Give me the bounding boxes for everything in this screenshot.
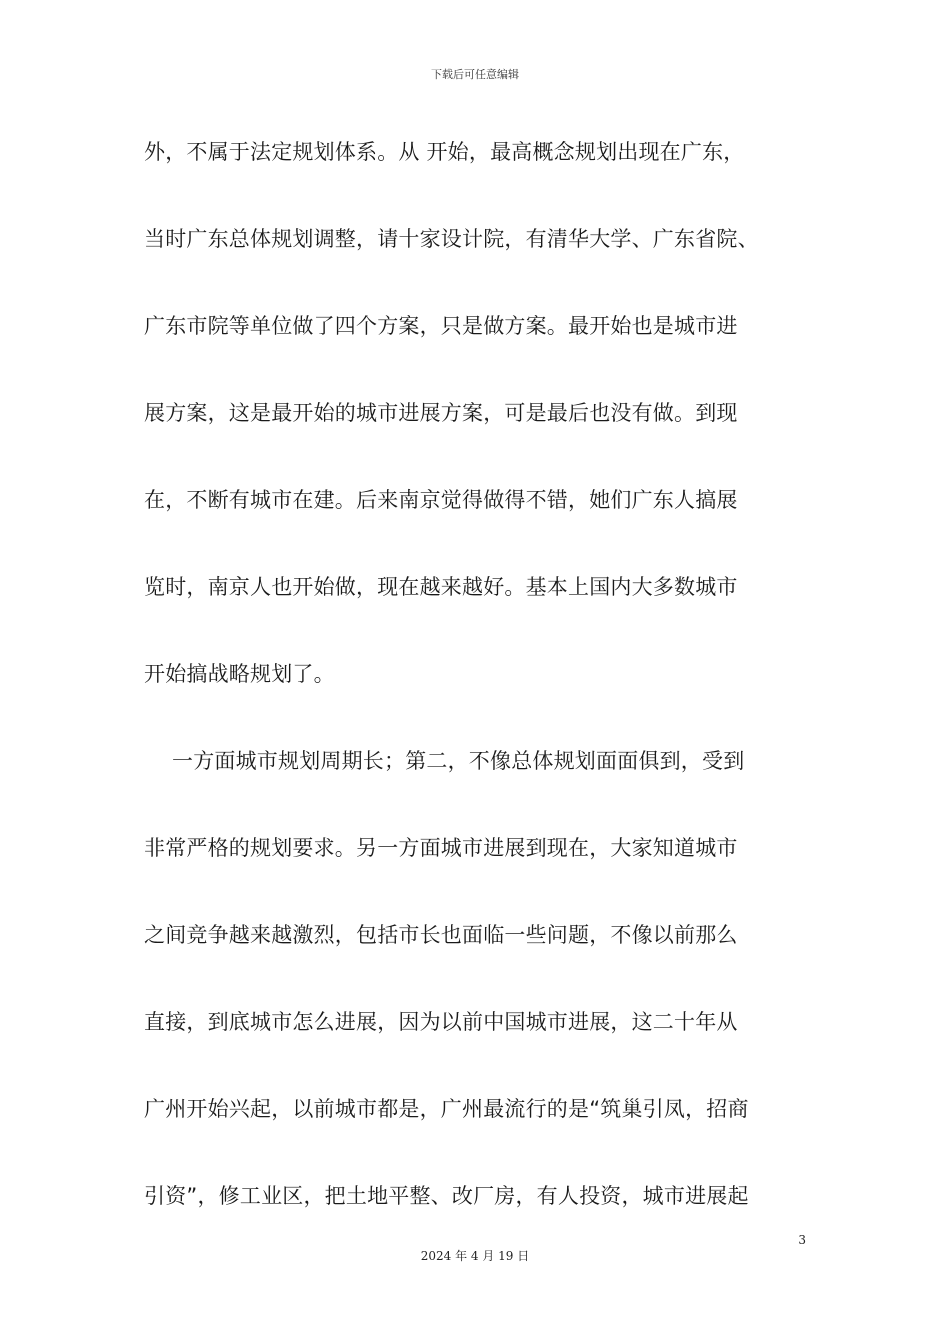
page-header: 下载后可任意编辑 — [431, 68, 519, 81]
page-footer-date: 2024 年 4 月 19 日 — [420, 1249, 530, 1263]
text-line: 展方案，这是最开始的城市进展方案，可是最后也没有做。到现 — [144, 401, 738, 425]
text-line: 在，不断有城市在建。后来南京觉得做得不错，她们广东人搞展 — [144, 488, 738, 512]
text-line: 非常严格的规划要求。另一方面城市进展到现在，大家知道城市 — [144, 836, 738, 860]
text-line: 直接，到底城市怎么进展，因为以前中国城市进展，这二十年从 — [144, 1010, 738, 1034]
text-line: 广州开始兴起，以前城市都是，广州最流行的是“筑巢引凤，招商 — [144, 1097, 749, 1121]
text-line: 广东市院等单位做了四个方案，只是做方案。最开始也是城市进 — [144, 314, 738, 338]
text-line: 览时，南京人也开始做，现在越来越好。基本上国内大多数城市 — [144, 575, 738, 599]
text-line: 引资”，修工业区，把土地平整、改厂房，有人投资，城市进展起 — [144, 1184, 749, 1208]
paragraph-first-line: 一方面城市规划周期长；第二，不像总体规划面面俱到，受到 — [172, 749, 745, 773]
page-number: 3 — [798, 1233, 806, 1247]
text-line: 外，不属于法定规划体系。从 开始，最高概念规划出现在广东， — [144, 140, 745, 164]
text-line: 开始搞战略规划了。 — [144, 662, 335, 686]
document-body — [144, 128, 824, 1259]
text-line: 之间竞争越来越激烈，包括市长也面临一些问题，不像以前那么 — [144, 923, 738, 947]
text-line: 当时广东总体规划调整，请十家设计院，有清华大学、广东省院、 — [144, 227, 759, 251]
